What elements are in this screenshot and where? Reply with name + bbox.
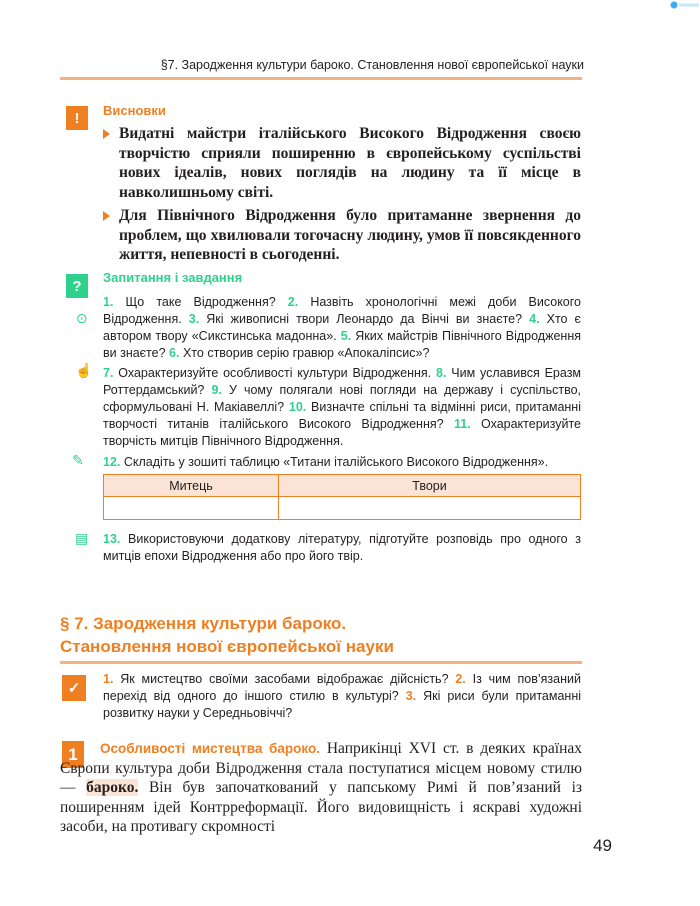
table-cell [279, 497, 581, 520]
conclusion-item: Видатні майстри італійського Високого Відродження своєю творчістю сприяли поширенню в європейському суспільстві нових ідеалів, нових поглядів на людину та її місце в навколишньому світі. [103, 124, 581, 202]
table-header-works: Твори [279, 475, 581, 497]
hand-icon: ☝ [75, 362, 93, 378]
book-icon: ▤ [75, 530, 89, 546]
checkmark-icon: ✓ [62, 675, 86, 701]
publisher-logo-icon [670, 0, 700, 10]
exclamation-icon: ! [66, 106, 88, 130]
intro-questions: 1. Як мистецтво своїми засобами відображає дійсність? 2. Із чим пов’язаний перехід від одного до іншого стилю в культурі? 3. Які риси були притаманні розвитку науки у Середньовіччі? [103, 672, 582, 720]
titans-table [103, 474, 581, 520]
running-header: §7. Зародження культури бароко. Становлення нової європейської науки [160, 58, 584, 72]
questions-group-2: 7. Охарактеризуйте особливості культури Відродження. 8. Чим уславився Еразм Роттердамський? 9. У чому полягали нові погляди на державу і суспільство, сформульовані Н. Макіавеллі? 10. Визначте спільні та відмінні риси, притаманні творчості титанів італійського Високого Відродження? 11. Охарактеризуйте творчість митців Північного Відродження. [103, 366, 582, 448]
questions-title: Запитання і завдання [103, 270, 243, 285]
question-12: 12. Складіть у зошиті таблицю «Титани італійського Високого Відродження». [103, 455, 549, 469]
table-header-artist: Митець [104, 475, 279, 497]
header-divider [60, 77, 582, 80]
chapter-title: § 7. Зародження культури бароко. Становлення нової європейської науки [60, 614, 394, 656]
conclusions-list [103, 124, 581, 265]
term-baroque: бароко. [86, 779, 139, 796]
section-1-paragraph: Особливості мистецтва бароко. Наприкінці XVI ст. в деяких країнах Європи культура доби Відродження стала поступатися місцем новому стилю — бароко. Він був започаткований у папському Римі й пов’язаний із поширенням ідей Контрреформації. Його видовищність і яскраві художні засоби, на противагу скромності [60, 740, 583, 835]
section-1-title: Особливості мистецтва бароко. [100, 741, 320, 756]
page-number: 49 [593, 836, 612, 855]
question-icon: ? [66, 274, 88, 298]
questions-group-1: 1. Що таке Відродження? 2. Назвіть хронологічні межі доби Високого Відродження. 3. Які живописні твори Леонардо да Вінчі ви знаєте? 4. Хто є автором твору «Сикстинська мадонна». 5. Яких майстрів Північного Відродження ви знаєте? 6. Хто створив серію гравюр «Апокаліпсис»? [103, 295, 581, 360]
table-cell [104, 497, 279, 520]
conclusion-item: Для Північного Відродження було притаманне звернення до проблем, що хвилювали тогочасну людину, умов її повсякденного життя, непевності в сьогоденні. [103, 206, 581, 265]
pen-icon: ✎ [72, 452, 84, 468]
conclusions-title: Висновки [103, 103, 166, 118]
question-13: 13. Використовуючи додаткову літературу, підготуйте розповідь про одного з митців епохи Відродження або про його твір. [103, 532, 581, 563]
target-icon: ⊙ [76, 310, 88, 326]
chapter-divider [60, 661, 582, 664]
section-number-badge: 1 [62, 741, 84, 768]
